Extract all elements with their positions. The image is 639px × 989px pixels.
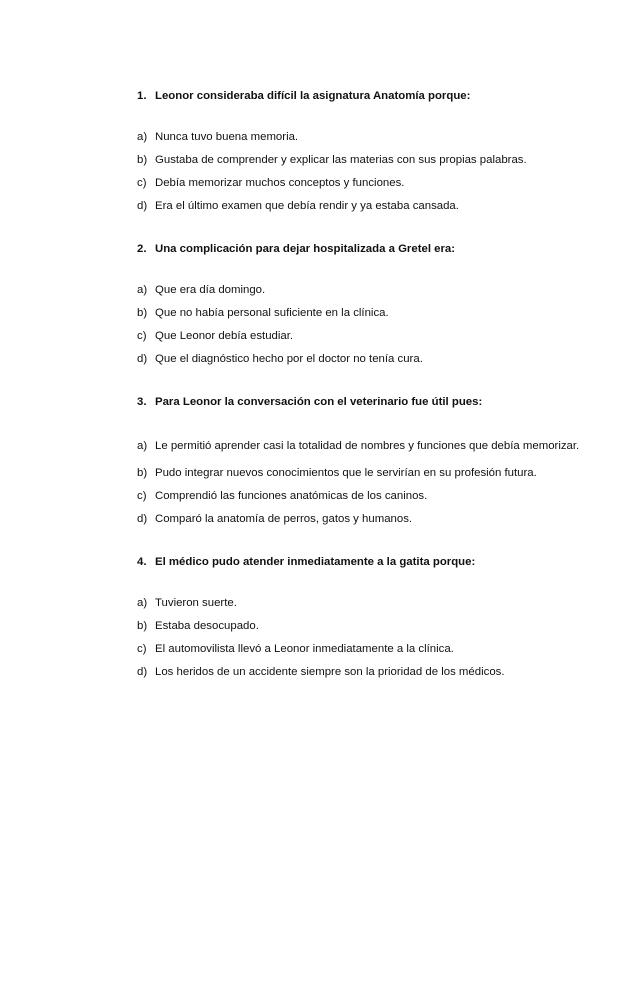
option-letter: a) [137, 597, 148, 609]
option-letter: d) [137, 200, 148, 212]
options-list [137, 129, 581, 214]
option-letter: a) [137, 284, 148, 296]
question-block-2 [137, 241, 581, 367]
question-text: El médico pudo atender inmediatamente a la gatita porque: [155, 556, 476, 568]
option-letter: b) [137, 467, 148, 479]
option-text: Comparó la anatomía de perros, gatos y humanos. [155, 513, 413, 525]
options-list [137, 435, 581, 527]
option-2a [137, 282, 581, 298]
option-text: Que era día domingo. [155, 284, 266, 296]
question-number: 4. [137, 556, 147, 568]
option-text: Que el diagnóstico hecho por el doctor no tenía cura. [155, 353, 423, 365]
option-2b [137, 305, 581, 321]
option-2c [137, 328, 581, 344]
option-text: Nunca tuvo buena memoria. [155, 131, 299, 143]
option-letter: c) [137, 643, 147, 655]
option-letter: c) [137, 490, 147, 502]
option-1d [137, 198, 581, 214]
question-2 [137, 241, 581, 257]
option-4b [137, 618, 581, 634]
question-block-1 [137, 88, 581, 214]
options-list [137, 282, 581, 367]
option-4c [137, 641, 581, 657]
question-1 [137, 88, 581, 104]
option-text: El automovilista llevó a Leonor inmediatamente a la clínica. [155, 643, 454, 655]
option-text: Comprendió las funciones anatómicas de los caninos. [155, 490, 428, 502]
option-4d [137, 664, 581, 680]
option-text: Los heridos de un accidente siempre son la prioridad de los médicos. [155, 666, 505, 678]
option-letter: b) [137, 307, 148, 319]
option-1b [137, 152, 581, 168]
option-text: Que no había personal suficiente en la clínica. [155, 307, 389, 319]
question-block-4 [137, 554, 581, 680]
question-4 [137, 554, 581, 570]
option-letter: d) [137, 666, 148, 678]
option-text: Que Leonor debía estudiar. [155, 330, 294, 342]
option-letter: c) [137, 330, 147, 342]
question-block-3 [137, 394, 581, 527]
question-text: Leonor consideraba difícil la asignatura Anatomía porque: [155, 90, 471, 102]
option-letter: d) [137, 513, 148, 525]
option-text: Gustaba de comprender y explicar las materias con sus propias palabras. [155, 154, 527, 166]
option-3b [137, 465, 581, 481]
option-text: Tuvieron suerte. [155, 597, 237, 609]
quiz [137, 88, 581, 707]
options-list [137, 595, 581, 680]
option-text: Debía memorizar muchos conceptos y funciones. [155, 177, 405, 189]
question-text: Una complicación para dejar hospitalizada a Gretel era: [155, 243, 456, 255]
option-1a [137, 129, 581, 145]
option-3c [137, 488, 581, 504]
option-1c [137, 175, 581, 191]
option-text: Pudo integrar nuevos conocimientos que le servirían en su profesión futura. [155, 467, 537, 479]
option-2d [137, 351, 581, 367]
question-3 [137, 394, 581, 410]
option-text: Le permitió aprender casi la totalidad de nombres y funciones que debía memorizar. [155, 440, 580, 452]
question-number: 1. [137, 90, 147, 102]
option-text: Estaba desocupado. [155, 620, 259, 632]
option-letter: a) [137, 440, 148, 452]
option-letter: c) [137, 177, 147, 189]
question-text: Para Leonor la conversación con el veterinario fue útil pues: [155, 396, 483, 408]
option-letter: b) [137, 154, 148, 166]
option-4a [137, 595, 581, 611]
option-letter: b) [137, 620, 148, 632]
option-text: Era el último examen que debía rendir y ya estaba cansada. [155, 200, 459, 212]
question-number: 3. [137, 396, 147, 408]
question-number: 2. [137, 243, 147, 255]
option-letter: a) [137, 131, 148, 143]
option-3a [137, 435, 581, 458]
option-3d [137, 511, 581, 527]
option-letter: d) [137, 353, 148, 365]
